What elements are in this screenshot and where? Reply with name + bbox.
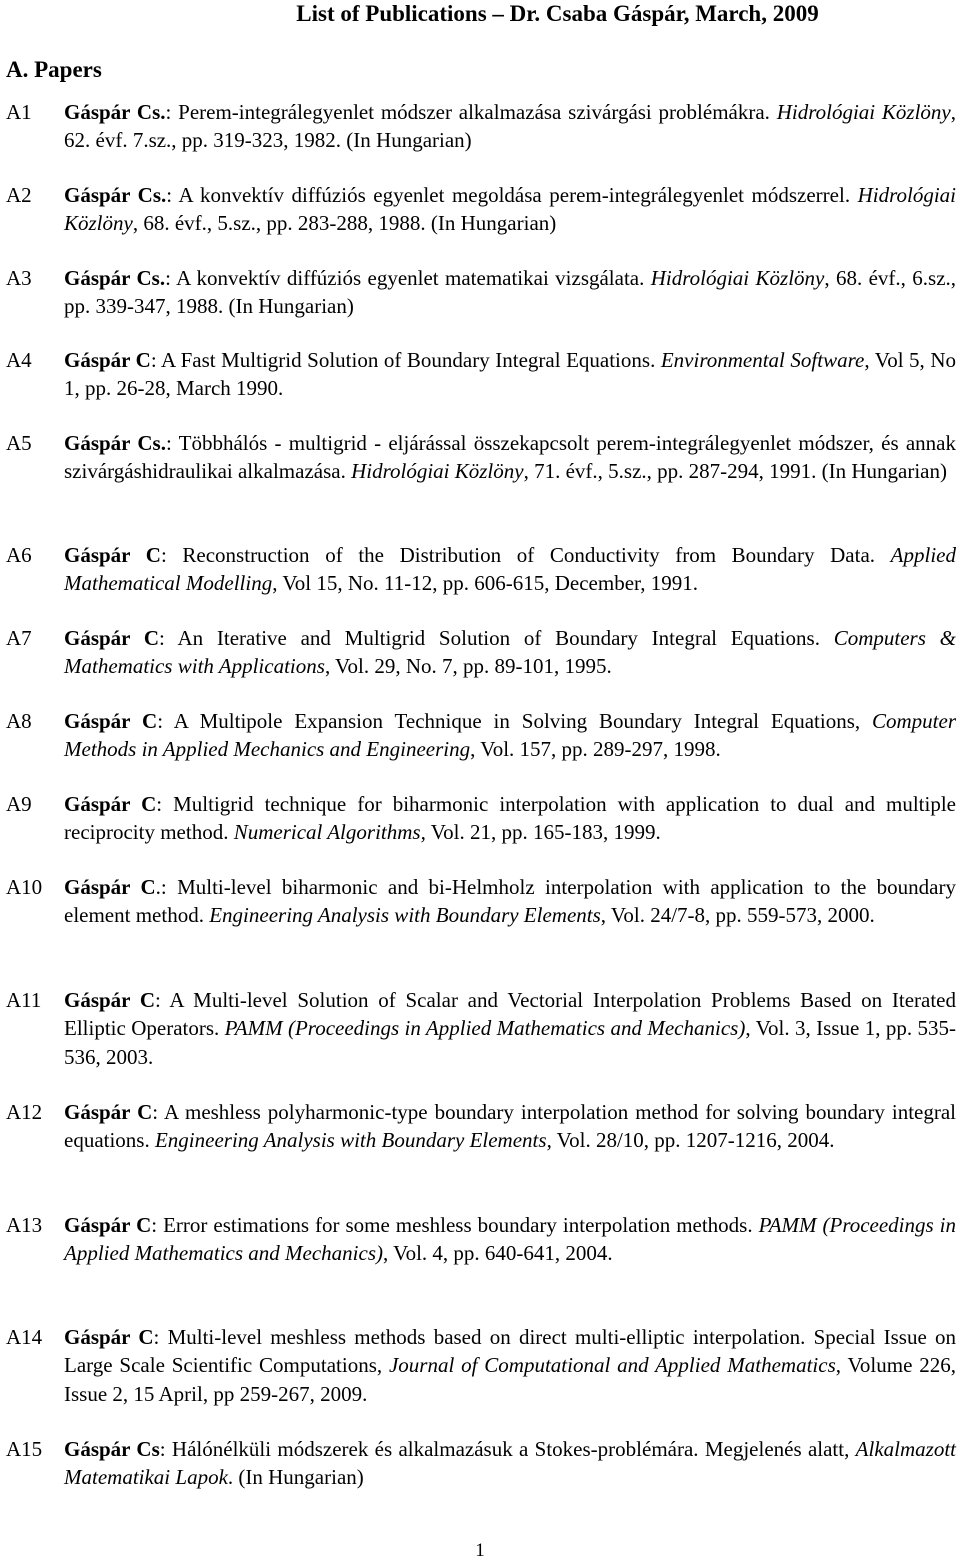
entry-number: A14 — [6, 1325, 43, 1349]
entry-details: , Vol. 24/7-8, pp. 559-573, 2000. — [600, 903, 875, 928]
entry-number: A7 — [6, 626, 32, 650]
entry-author: Gáspár C — [64, 709, 158, 733]
publication-entry — [6, 429, 956, 486]
publication-entry — [6, 98, 956, 155]
entry-title: : A meshless polyharmonic-type boundary interpolation method for solving boundary integral equations. — [64, 1100, 956, 1153]
entry-number: A2 — [6, 183, 32, 207]
entry-number: A9 — [6, 792, 32, 816]
entry-number: A10 — [6, 875, 43, 899]
entry-number: A12 — [6, 1100, 43, 1124]
entry-author: Gáspár Cs. — [64, 183, 167, 207]
entry-author: Gáspár Cs. — [64, 266, 166, 290]
page-number: 1 — [475, 1540, 485, 1561]
entry-number: A3 — [6, 266, 32, 290]
publication-entry — [6, 1211, 956, 1268]
entry-details: . (In Hungarian) — [227, 1465, 364, 1490]
entry-journal: Hidrológiai Közlöny — [650, 266, 825, 290]
entry-number: A6 — [6, 543, 32, 567]
entry-body — [64, 98, 956, 155]
entry-author: Gáspár C — [64, 626, 160, 650]
entry-details: , Vol 5, No 1, pp. 26-28, March 1990. — [64, 348, 957, 401]
entry-journal: Applied Mathematical Modelling — [64, 543, 956, 596]
entry-author: Gáspár C — [64, 1213, 152, 1237]
entry-journal: Engineering Analysis with Boundary Elements — [154, 1128, 547, 1153]
entry-details: , Vol 15, No. 11-12, pp. 606-615, December, 1991. — [272, 571, 698, 596]
entry-title: : Multi-level meshless methods based on direct multi-elliptic interpolation. Special Issue on Large Scale Scientific Computations, — [64, 1325, 957, 1378]
entry-title: .: Multi-level biharmonic and bi-Helmholz interpolation with application to the boundary element method. — [64, 875, 956, 928]
entry-journal: Hidrológiai Közlöny — [351, 459, 524, 484]
entry-body — [64, 986, 956, 1071]
entry-journal: Alkalmazott Matematikai Lapok — [64, 1437, 956, 1490]
entry-title: : Perem-integrálegyenlet módszer alkalmazása szivárgási problémákra. — [165, 100, 777, 124]
publication-entry — [6, 986, 956, 1071]
page-title: List of Publications – Dr. Csaba Gáspár, March, 2009 — [296, 1, 819, 26]
entry-author: Gáspár C — [64, 543, 161, 567]
entry-body — [64, 429, 956, 486]
entry-author: Gáspár C — [64, 875, 156, 899]
entry-number: A11 — [6, 988, 42, 1012]
entry-body — [64, 790, 956, 847]
entry-author: Gáspár C — [64, 792, 157, 816]
entry-body — [64, 873, 956, 930]
entry-title: : Multigrid technique for biharmonic interpolation with application to dual and multiple reciprocity method. — [64, 792, 956, 845]
entry-body — [64, 541, 956, 598]
entry-details: , Vol. 28/10, pp. 1207-1216, 2004. — [546, 1128, 835, 1153]
entry-author: Gáspár Cs — [64, 1437, 160, 1461]
entry-title: : Reconstruction of the Distribution of Conductivity from Boundary Data. — [160, 543, 891, 567]
entry-number: A8 — [6, 709, 32, 733]
entry-author: Gáspár C — [64, 1100, 153, 1124]
entry-details: , 68. évf., 6.sz., pp. 339-347, 1988. (In Hungarian) — [64, 266, 957, 319]
entry-title: : An Iterative and Multigrid Solution of Boundary Integral Equations. — [159, 626, 834, 650]
entry-author: Gáspár C — [64, 988, 156, 1012]
entry-details: , 68. évf., 5.sz., pp. 283-288, 1988. (In Hungarian) — [132, 211, 557, 236]
publication-entry — [6, 873, 956, 930]
entry-title: : A Multipole Expansion Technique in Solving Boundary Integral Equations, — [157, 709, 872, 733]
entry-number: A4 — [6, 348, 32, 372]
entry-number: A15 — [6, 1437, 43, 1461]
publication-entry — [6, 790, 956, 847]
entry-body — [64, 1098, 956, 1155]
entry-title: : A Fast Multigrid Solution of Boundary Integral Equations. — [150, 348, 661, 372]
entry-details: , Volume 226, Issue 2, 15 April, pp 259-267, 2009. — [64, 1353, 956, 1406]
entry-journal: Environmental Software — [660, 348, 865, 372]
entry-details: , Vol. 29, No. 7, pp. 89-101, 1995. — [324, 654, 612, 679]
entry-title: : A konvektív diffúziós egyenlet matematikai vizsgálata. — [165, 266, 651, 290]
entry-author: Gáspár Cs. — [64, 100, 166, 124]
entry-details: , Vol. 157, pp. 289-297, 1998. — [470, 737, 721, 762]
publication-entry — [6, 346, 956, 403]
entry-journal: Hidrológiai Közlöny — [776, 100, 951, 124]
entry-journal: Computer Methods in Applied Mechanics and Engineering — [64, 709, 956, 762]
entry-body — [64, 264, 956, 321]
entry-details: , Vol. 3, Issue 1, pp. 535-536, 2003. — [64, 1016, 956, 1069]
entry-journal: PAMM (Proceedings in Applied Mathematics and Mechanics) — [224, 1016, 746, 1041]
entry-details: , 62. évf. 7.sz., pp. 319-323, 1982. (In Hungarian) — [64, 100, 956, 153]
entry-number: A1 — [6, 100, 32, 124]
entry-journal: PAMM (Proceedings in Applied Mathematics and Mechanics) — [64, 1213, 957, 1266]
entry-journal: Engineering Analysis with Boundary Elements — [209, 903, 601, 928]
entry-details: , Vol. 4, pp. 640-641, 2004. — [383, 1241, 613, 1266]
publication-entry — [6, 1435, 956, 1492]
entry-title: : A konvektív diffúziós egyenlet megoldása perem-integrálegyenlet módszerrel. — [166, 183, 858, 207]
publication-entry — [6, 1323, 956, 1408]
entry-journal: Numerical Algorithms, — [233, 820, 426, 845]
publication-entry — [6, 264, 956, 321]
entry-body — [64, 624, 956, 681]
entry-details: , 71. évf., 5.sz., pp. 287-294, 1991. (In Hungarian) — [523, 459, 947, 484]
publication-entry — [6, 541, 956, 598]
entry-author: Gáspár C — [64, 348, 151, 372]
entry-body — [64, 181, 956, 238]
entry-body — [64, 1211, 956, 1268]
publication-entry — [6, 624, 956, 681]
entry-title: : Hálónélküli módszerek és alkalmazásuk a Stokes-problémára. Megjelenés alatt, — [159, 1437, 856, 1461]
entry-journal: Journal of Computational and Applied Mathematics — [388, 1353, 836, 1378]
entry-body — [64, 1323, 956, 1408]
publication-entry — [6, 181, 956, 238]
entry-number: A5 — [6, 431, 32, 455]
entry-body — [64, 346, 956, 403]
section-heading: A. Papers — [6, 57, 102, 82]
entry-details: Vol. 21, pp. 165-183, 1999. — [425, 820, 661, 845]
entry-journal: Computers & Mathematics with Applications — [64, 626, 956, 679]
entry-author: Gáspár C — [64, 1325, 154, 1349]
entry-body — [64, 707, 956, 764]
entry-title: : A Multi-level Solution of Scalar and Vectorial Interpolation Problems Based on Iterated Elliptic Operators. — [64, 988, 956, 1041]
entry-body — [64, 1435, 956, 1492]
entry-journal: Hidrológiai Közlöny — [64, 183, 956, 236]
entry-title: : Error estimations for some meshless boundary interpolation methods. — [151, 1213, 759, 1237]
entry-title: : Többhálós - multigrid - eljárással összekapcsolt perem-integrálegyenlet módszer, és annak szivárgáshidraulikai alkalmazása. — [64, 431, 956, 484]
publication-entry — [6, 1098, 956, 1155]
entry-author: Gáspár Cs. — [64, 431, 166, 455]
entry-number: A13 — [6, 1213, 43, 1237]
publication-entry — [6, 707, 956, 764]
